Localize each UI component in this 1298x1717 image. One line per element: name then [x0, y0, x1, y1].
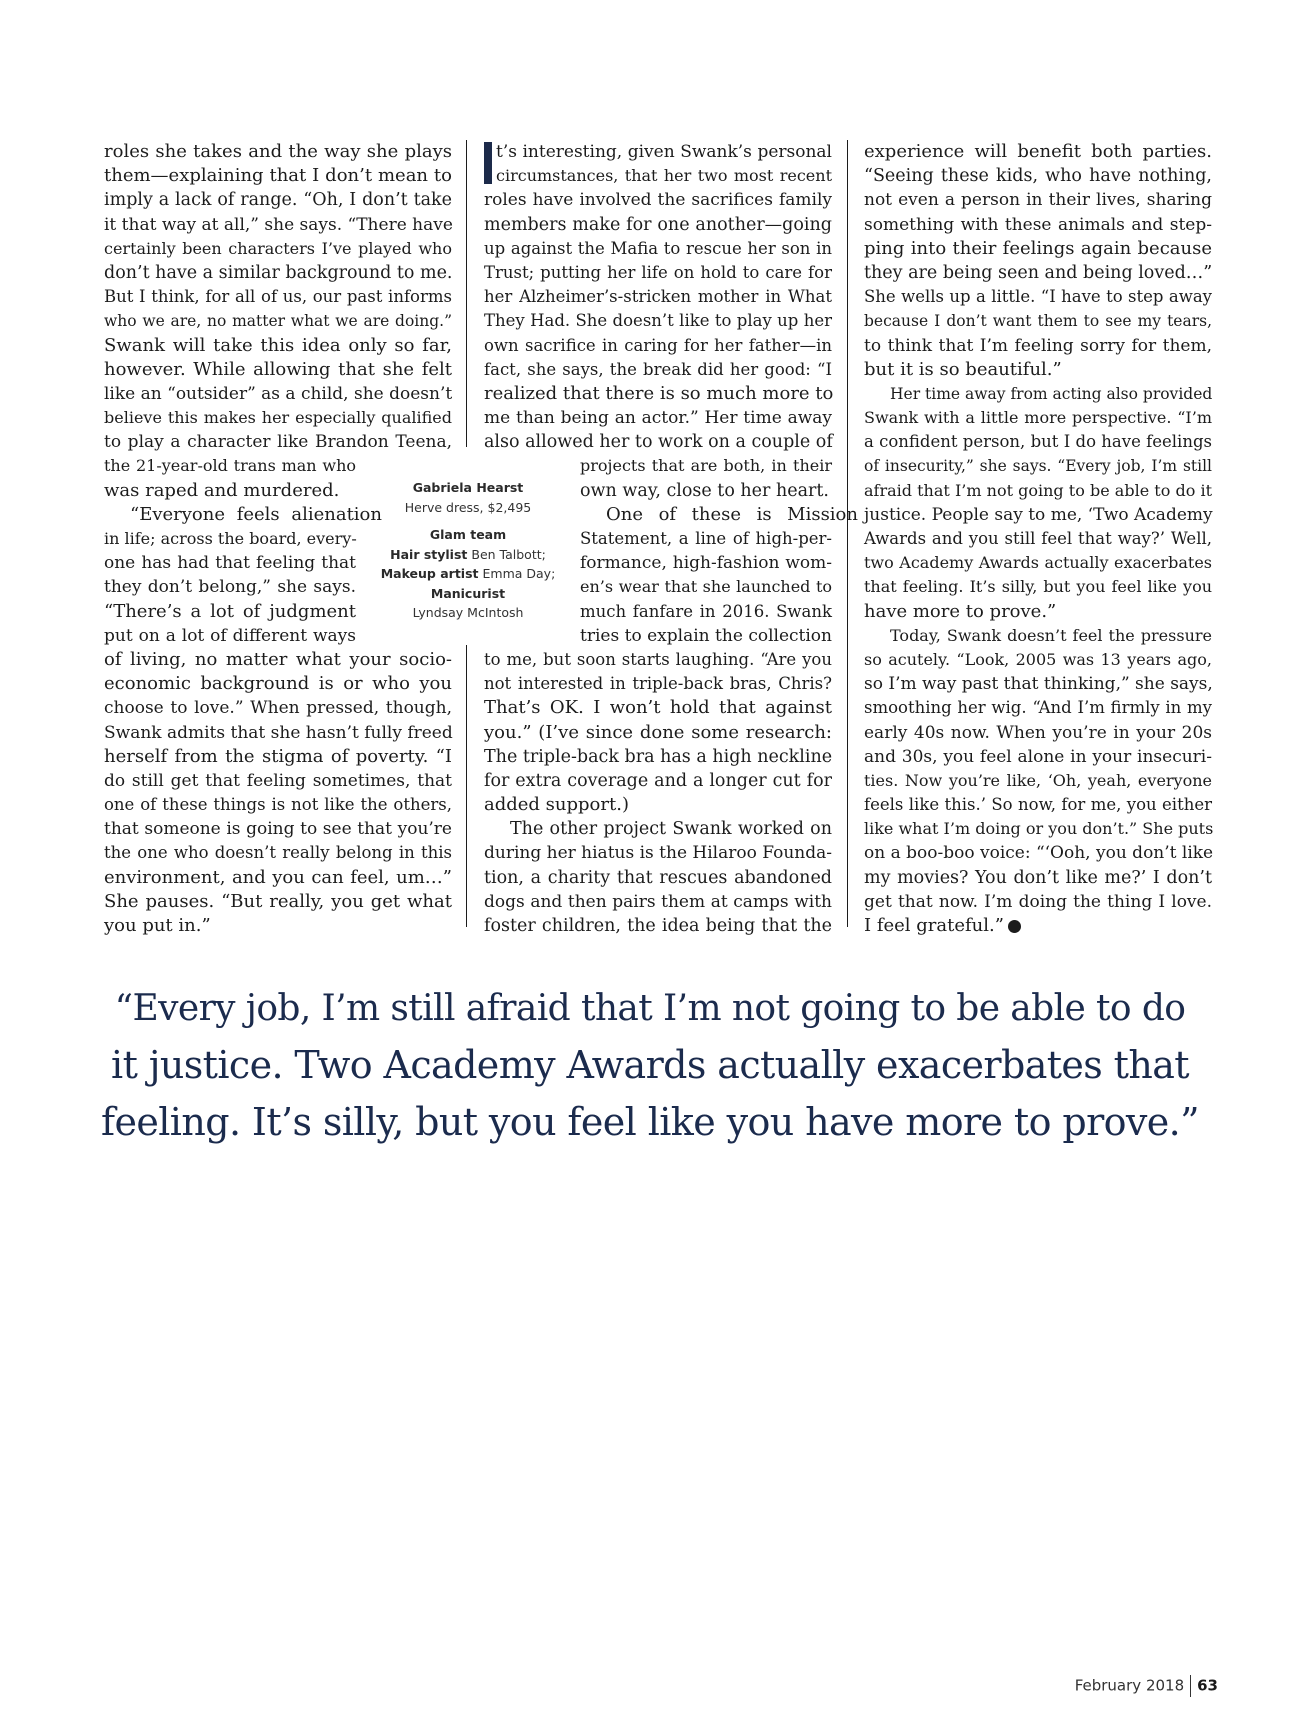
text-line: so acutely. “Look, 2005 was 13 years ago, [864, 649, 1212, 669]
text-line: afraid that I’m not going to be able to do it [864, 480, 1212, 500]
text-line-content: t’s interesting, given Swank’s personal [496, 142, 832, 162]
text-line: them—explaining that I don’t mean to [104, 165, 452, 187]
text-line: en’s wear that she launched to [580, 577, 832, 597]
text-line: it that way at all,” she says. “There have [104, 214, 453, 235]
text-line: “Seeing these kids, who have nothing, [864, 166, 1212, 187]
text-line: Swank admits that she hasn’t fully freed [104, 722, 453, 743]
text-line: members make for one another—going [484, 214, 832, 235]
text-line: have more to prove.” [864, 600, 1057, 622]
text-line: a confident person, but I do have feelings [864, 432, 1212, 452]
text-line: early 40s now. When you’re in your 20s [864, 722, 1212, 743]
text-line: One of these is Mission [606, 503, 858, 525]
text-line: they don’t belong,” she says. [104, 577, 356, 598]
text-line-content: I feel grateful.” [864, 915, 1004, 936]
credit-name: Ben Talbott; [471, 546, 546, 562]
credit-name: Emma Day; [482, 566, 556, 581]
text-line: dogs and then pairs them at camps with [484, 891, 832, 912]
text-line: imply a lack of range. “Oh, I don’t take [104, 190, 452, 211]
text-line: experience will benefit both parties. [864, 141, 1212, 162]
text-line: environment, and you can feel, um…” [104, 866, 452, 888]
text-line: formance, high-fashion wom- [580, 553, 832, 574]
text-line: much fanfare in 2016. Swank [580, 601, 832, 621]
text-line: “There’s a lot of judgment [104, 600, 356, 622]
text-line: roles have involved the sacrifices family [484, 190, 832, 211]
text-line: something with these animals and step- [864, 214, 1212, 235]
text-line: herself from the stigma of poverty. “I [104, 745, 452, 767]
text-line: the one who doesn’t really belong in this [104, 843, 452, 863]
text-line: up against the Mafia to rescue her son in [484, 238, 832, 258]
text-line: and 30s, you feel alone in your insecuri- [864, 746, 1212, 767]
text-line: one of these things is not like the others, [104, 795, 452, 815]
text-line: foster children, the idea being that the [484, 916, 832, 936]
text-line: circumstances, that her two most recent [496, 166, 832, 186]
text-line: in life; across the board, every- [104, 529, 357, 548]
text-line: you.” (I’ve since done some research: [484, 721, 832, 743]
text-line: Awards and you still feel that way?’ Well, [864, 529, 1212, 548]
text-line: me than being an actor.” Her time away [484, 408, 832, 429]
text-line: was raped and murdered. [104, 479, 340, 501]
text-line: her Alzheimer’s-stricken mother in What [484, 287, 832, 307]
text-line: roles she takes and the way she plays [104, 141, 452, 162]
text-line: don’t have a similar background to me. [104, 262, 453, 283]
credit-dress: Herve dress, $2,495 [404, 499, 532, 515]
text-line: But I think, for all of us, our past informs [104, 287, 452, 307]
text-line: smoothing her wig. “And I’m firmly in my [864, 698, 1212, 718]
credit-designer: Gabriela Hearst [412, 480, 524, 495]
text-line: they are being seen and being loved…” [864, 262, 1213, 283]
credit-role: Makeup artist [380, 566, 479, 581]
text-line: during her hiatus is the Hilaroo Founda- [484, 843, 833, 864]
text-line: Swank with a little more perspective. “I’m [864, 408, 1212, 428]
credit-role: Hair stylist [390, 546, 468, 562]
photo-credits [378, 478, 558, 623]
text-line: “Everyone feels alienation [130, 503, 382, 525]
text-line: choose to love.” When pressed, though, [104, 698, 452, 719]
credit-manicurist-role: Manicurist [430, 585, 506, 601]
text-line: They Had. She doesn’t like to play up her [484, 311, 832, 331]
text-line: who we are, no matter what we are doing.” [104, 312, 452, 331]
issue-date: February 2018 [1074, 1676, 1185, 1695]
text-line: like what I’m doing or you don’t.” She puts [864, 819, 1214, 839]
text-line: so I’m way past that thinking,” she says, [864, 674, 1213, 695]
text-line: like an “outsider” as a child, she doesn’t [104, 383, 453, 404]
text-line: of living, no matter what your socio- [104, 648, 452, 670]
text-line: that someone is going to see that you’re [104, 819, 452, 840]
text-line: own sacrifice in caring for her father—in [484, 335, 832, 355]
text-line: you put in.” [104, 915, 211, 936]
credit-makeup [378, 564, 558, 584]
text-line: to me, but soon starts laughing. “Are you [484, 649, 832, 669]
pull-quote-line: feeling. It’s silly, but you feel like you have more to prove.” [101, 1100, 1199, 1144]
text-line: fact, she says, the break did her good: “I [484, 359, 832, 379]
text-line: That’s OK. I won’t hold that against [484, 697, 832, 719]
text-line: tries to explain the collection [580, 625, 832, 646]
text-line: because I don’t want them to see my tears, [864, 312, 1212, 331]
text-line: tion, a charity that rescues abandoned [484, 867, 832, 888]
text-line: to think that I’m feeling sorry for them, [864, 335, 1212, 356]
text-line: of insecurity,” she says. “Every job, I’m still [864, 457, 1212, 476]
text-line: She wells up a little. “I have to step away [864, 287, 1212, 307]
text-line: two Academy Awards actually exacerbates [864, 553, 1212, 573]
text-line: the 21-year-old trans man who [104, 456, 356, 476]
credit-glam-heading: Glam team [429, 527, 507, 542]
article-column-3 [864, 140, 1212, 938]
text-line: own way, close to her heart. [580, 480, 829, 501]
column-divider [847, 140, 848, 927]
text-line: economic background is or who you [104, 673, 452, 695]
end-mark-icon [1008, 920, 1021, 933]
text-line: believe this makes her especially qualified [104, 408, 452, 428]
text-line: realized that there is so much more to [484, 382, 834, 404]
text-line: Her time away from acting also provided [890, 384, 1213, 403]
text-line: my movies? You don’t like me?’ I don’t [864, 867, 1212, 888]
text-line: Swank will take this idea only so far, [104, 334, 452, 356]
text-line: The other project Swank worked on [510, 819, 832, 840]
text-line: to play a character like Brandon Teena, [104, 432, 452, 453]
text-line: not interested in triple-back bras, Chris? [484, 674, 832, 694]
credit-hair [378, 545, 558, 565]
text-line: projects that are both, in their [580, 456, 832, 476]
text-line: however. While allowing that she felt [104, 358, 452, 380]
pull-quote-line: it justice. Two Academy Awards actually exacerbates that [111, 1043, 1189, 1087]
text-line: justice. People say to me, ‘Two Academy [864, 504, 1213, 525]
text-line: Statement, a line of high-per- [580, 529, 832, 548]
pull-quote-line: “Every job, I’m still afraid that I’m not going to be able to do [114, 988, 1186, 1029]
footer-divider [1190, 1675, 1191, 1697]
text-line: ping into their feelings again because [864, 237, 1212, 259]
text-line: on a boo-boo voice: “‘Ooh, you don’t like [864, 843, 1214, 864]
text-line: put on a lot of different ways [104, 625, 356, 646]
page-number: 63 [1197, 1676, 1218, 1695]
pull-quote [100, 980, 1200, 1151]
text-line: Trust; putting her life on hold to care for [484, 262, 832, 282]
text-line: get that now. I’m doing the thing I love. [864, 891, 1212, 912]
column-divider [466, 645, 467, 927]
text-line: for extra coverage and a longer cut for [484, 770, 832, 791]
text-line: The triple-back bra has a high neckline [484, 746, 833, 767]
text-line: that feeling. It’s silly, but you feel like you [864, 577, 1212, 597]
text-line: one has had that feeling that [104, 553, 356, 574]
credit-manicurist-name: Lyndsay McIntosh [412, 605, 524, 620]
text-line [864, 914, 1212, 938]
text-line: but it is so beautiful.” [864, 358, 1062, 380]
text-line [484, 140, 832, 164]
text-line: ties. Now you’re like, ‘Oh, yeah, everyone [864, 770, 1212, 790]
column-divider [466, 140, 467, 447]
drop-cap-i [484, 142, 492, 184]
text-line: also allowed her to work on a couple of [484, 432, 833, 453]
text-line: not even a person in their lives, sharing [864, 190, 1212, 211]
text-line: certainly been characters I’ve played who [104, 238, 452, 258]
text-line: Today, Swank doesn’t feel the pressure [890, 625, 1212, 645]
text-line: added support.) [484, 794, 629, 816]
page-footer [1075, 1675, 1218, 1697]
text-line: She pauses. “But really, you get what [104, 890, 452, 912]
text-line: do still get that feeling sometimes, that [104, 770, 452, 791]
text-line: feels like this.’ So now, for me, you either [864, 795, 1212, 815]
